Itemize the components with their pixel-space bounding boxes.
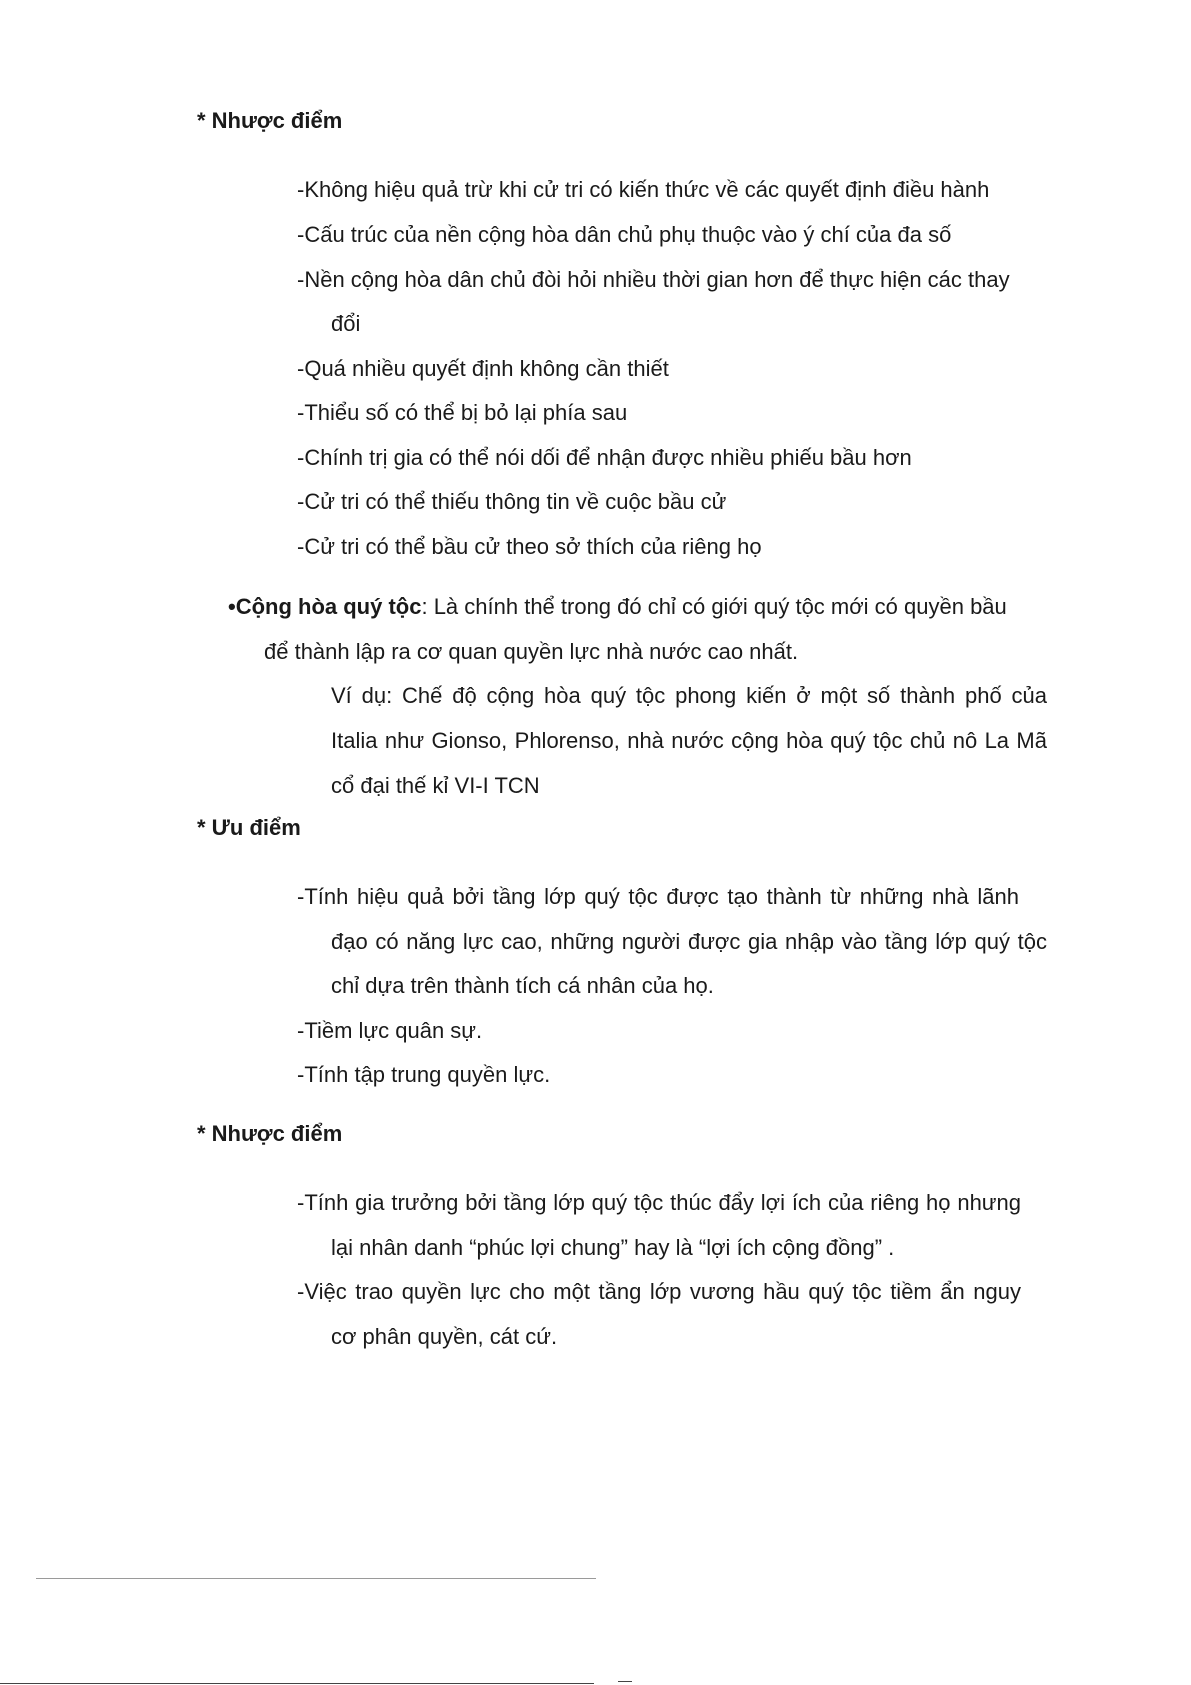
- list-item-continuation: cơ phân quyền, cát cứ.: [331, 1324, 558, 1349]
- definition-line: [228, 592, 1007, 622]
- list-item: -Việc trao quyền lực cho một tầng lớp vương hầu quý tộc tiềm ẩn nguy: [297, 1279, 1021, 1304]
- page-bottom-mark: [618, 1681, 632, 1682]
- definition-text: : Là chính thể trong đó chỉ có giới quý tộc mới có quyền bầu: [421, 594, 1007, 619]
- list-item: -Chính trị gia có thể nói dối để nhận được nhiều phiếu bầu hơn: [297, 445, 912, 470]
- list-item: -Tính gia trưởng bởi tầng lớp quý tộc thúc đẩy lợi ích của riêng họ nhưng: [297, 1190, 1021, 1215]
- page-bottom-rule: [0, 1683, 594, 1684]
- list-item-continuation: lại nhân danh “phúc lợi chung” hay là “lợi ích cộng đồng” .: [331, 1235, 895, 1260]
- list-item: -Tính tập trung quyền lực.: [297, 1062, 551, 1087]
- list-item-continuation: chỉ dựa trên thành tích cá nhân của họ.: [331, 973, 714, 998]
- definition-continuation: để thành lập ra cơ quan quyền lực nhà nước cao nhất.: [264, 639, 799, 664]
- list-item: -Tiềm lực quân sự.: [297, 1018, 483, 1043]
- example-line: cổ đại thế kỉ VI-I TCN: [331, 773, 540, 798]
- footnote-separator: [36, 1578, 596, 1579]
- bullet: •: [228, 594, 236, 619]
- list-item: -Cấu trúc của nền cộng hòa dân chủ phụ thuộc vào ý chí của đa số: [297, 222, 952, 247]
- list-item: -Tính hiệu quả bởi tầng lớp quý tộc được tạo thành từ những nhà lãnh: [297, 884, 1019, 909]
- list-item: -Không hiệu quả trừ khi cử tri có kiến thức về các quyết định điều hành: [297, 177, 990, 202]
- list-item-continuation: đạo có năng lực cao, những người được gia nhập vào tầng lớp quý tộc: [331, 929, 1047, 954]
- list-item: -Cử tri có thể bầu cử theo sở thích của riêng họ: [297, 534, 762, 559]
- list-item: -Nền cộng hòa dân chủ đòi hỏi nhiều thời gian hơn để thực hiện các thay: [297, 267, 1010, 292]
- definition-term: Cộng hòa quý tộc: [235, 594, 422, 619]
- example-line: Ví dụ: Chế độ cộng hòa quý tộc phong kiến ở một số thành phố của: [331, 683, 1047, 708]
- list-item: -Quá nhiều quyết định không cần thiết: [297, 356, 669, 381]
- example-line: Italia như Gionso, Phlorenso, nhà nước cộng hòa quý tộc chủ nô La Mã: [331, 728, 1047, 753]
- section-heading-disadvantages: * Nhược điểm: [197, 1121, 343, 1146]
- list-item: -Cử tri có thể thiếu thông tin về cuộc bầu cử: [297, 489, 727, 514]
- list-item-continuation: đổi: [331, 311, 361, 336]
- section-heading-advantages: * Ưu điểm: [197, 815, 301, 840]
- section-heading-disadvantages: * Nhược điểm: [197, 108, 343, 133]
- list-item: -Thiểu số có thể bị bỏ lại phía sau: [297, 400, 628, 425]
